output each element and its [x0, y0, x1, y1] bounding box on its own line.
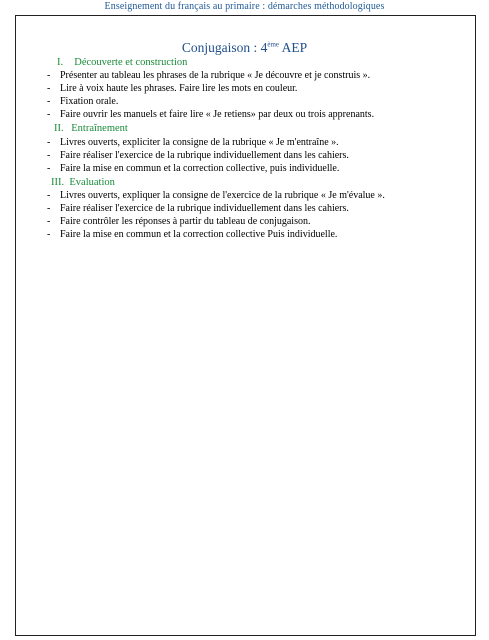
title-superscript: ème	[267, 40, 280, 49]
bullet-dash: -	[47, 189, 51, 201]
list-item	[30, 215, 460, 228]
list-item-text: Faire réaliser l'exercice de la rubrique individuellement dans les cahiers.	[60, 149, 349, 161]
section-title: Découverte et construction	[74, 57, 188, 68]
section-number: III.	[51, 176, 65, 188]
list-item-text: Faire ouvrir les manuels et faire lire « Je retiens» par deux ou trois apprenants.	[60, 109, 375, 121]
list-item	[30, 162, 460, 175]
title-suffix: AEP	[279, 40, 308, 55]
list-item	[30, 136, 460, 149]
list-item-text: Présenter au tableau les phrases de la rubrique « Je découvre et je construis ».	[60, 70, 371, 82]
list-item-text: Livres ouverts, expliciter la consigne de la rubrique « Je m'entraîne ».	[60, 136, 339, 148]
section-number: II.	[54, 123, 64, 135]
bullet-dash: -	[47, 109, 51, 121]
list-item-text: Faire réaliser l'exercice de la rubrique individuellement dans les cahiers.	[60, 203, 349, 215]
list-item	[30, 95, 460, 108]
section-heading-decouverte	[30, 56, 460, 69]
list-item-text: Faire contrôler les réponses à partir du tableau de conjugaison.	[60, 216, 311, 228]
list-item	[30, 149, 460, 162]
bullet-dash: -	[47, 216, 51, 228]
list-item	[30, 82, 460, 95]
list-item	[30, 202, 460, 215]
lesson-content	[30, 55, 460, 241]
list-item-text: Fixation orale.	[60, 96, 119, 108]
bullet-dash: -	[47, 162, 51, 174]
page-header: Enseignement du français au primaire : démarches méthodologiques	[104, 1, 385, 12]
list-item-text: Faire la mise en commun et la correction collective, puis individuelle.	[60, 162, 340, 174]
section-heading-entrainement	[30, 122, 460, 135]
list-item	[30, 189, 460, 202]
list-item-text: Faire la mise en commun et la correction collective Puis individuelle.	[60, 229, 338, 241]
section-heading-evaluation	[30, 176, 460, 189]
bullet-dash: -	[47, 83, 51, 95]
list-item	[30, 108, 460, 121]
list-item-text: Livres ouverts, expliquer la consigne de l'exercice de la rubrique « Je m'évalue ».	[60, 189, 385, 201]
page-title	[0, 40, 489, 56]
bullet-dash: -	[47, 136, 51, 148]
bullet-dash: -	[47, 203, 51, 215]
section-number: I.	[57, 57, 64, 68]
list-item	[30, 228, 460, 241]
title-main: Conjugaison : 4	[181, 40, 268, 55]
bullet-dash: -	[47, 229, 51, 241]
section-title: Entraînement	[71, 123, 128, 135]
list-item-text: Lire à voix haute les phrases. Faire lire les mots en couleur.	[60, 83, 298, 95]
list-item	[30, 69, 460, 82]
bullet-dash: -	[47, 149, 51, 161]
bullet-dash: -	[47, 96, 51, 108]
section-title: Evaluation	[69, 176, 115, 188]
bullet-dash: -	[47, 70, 51, 82]
